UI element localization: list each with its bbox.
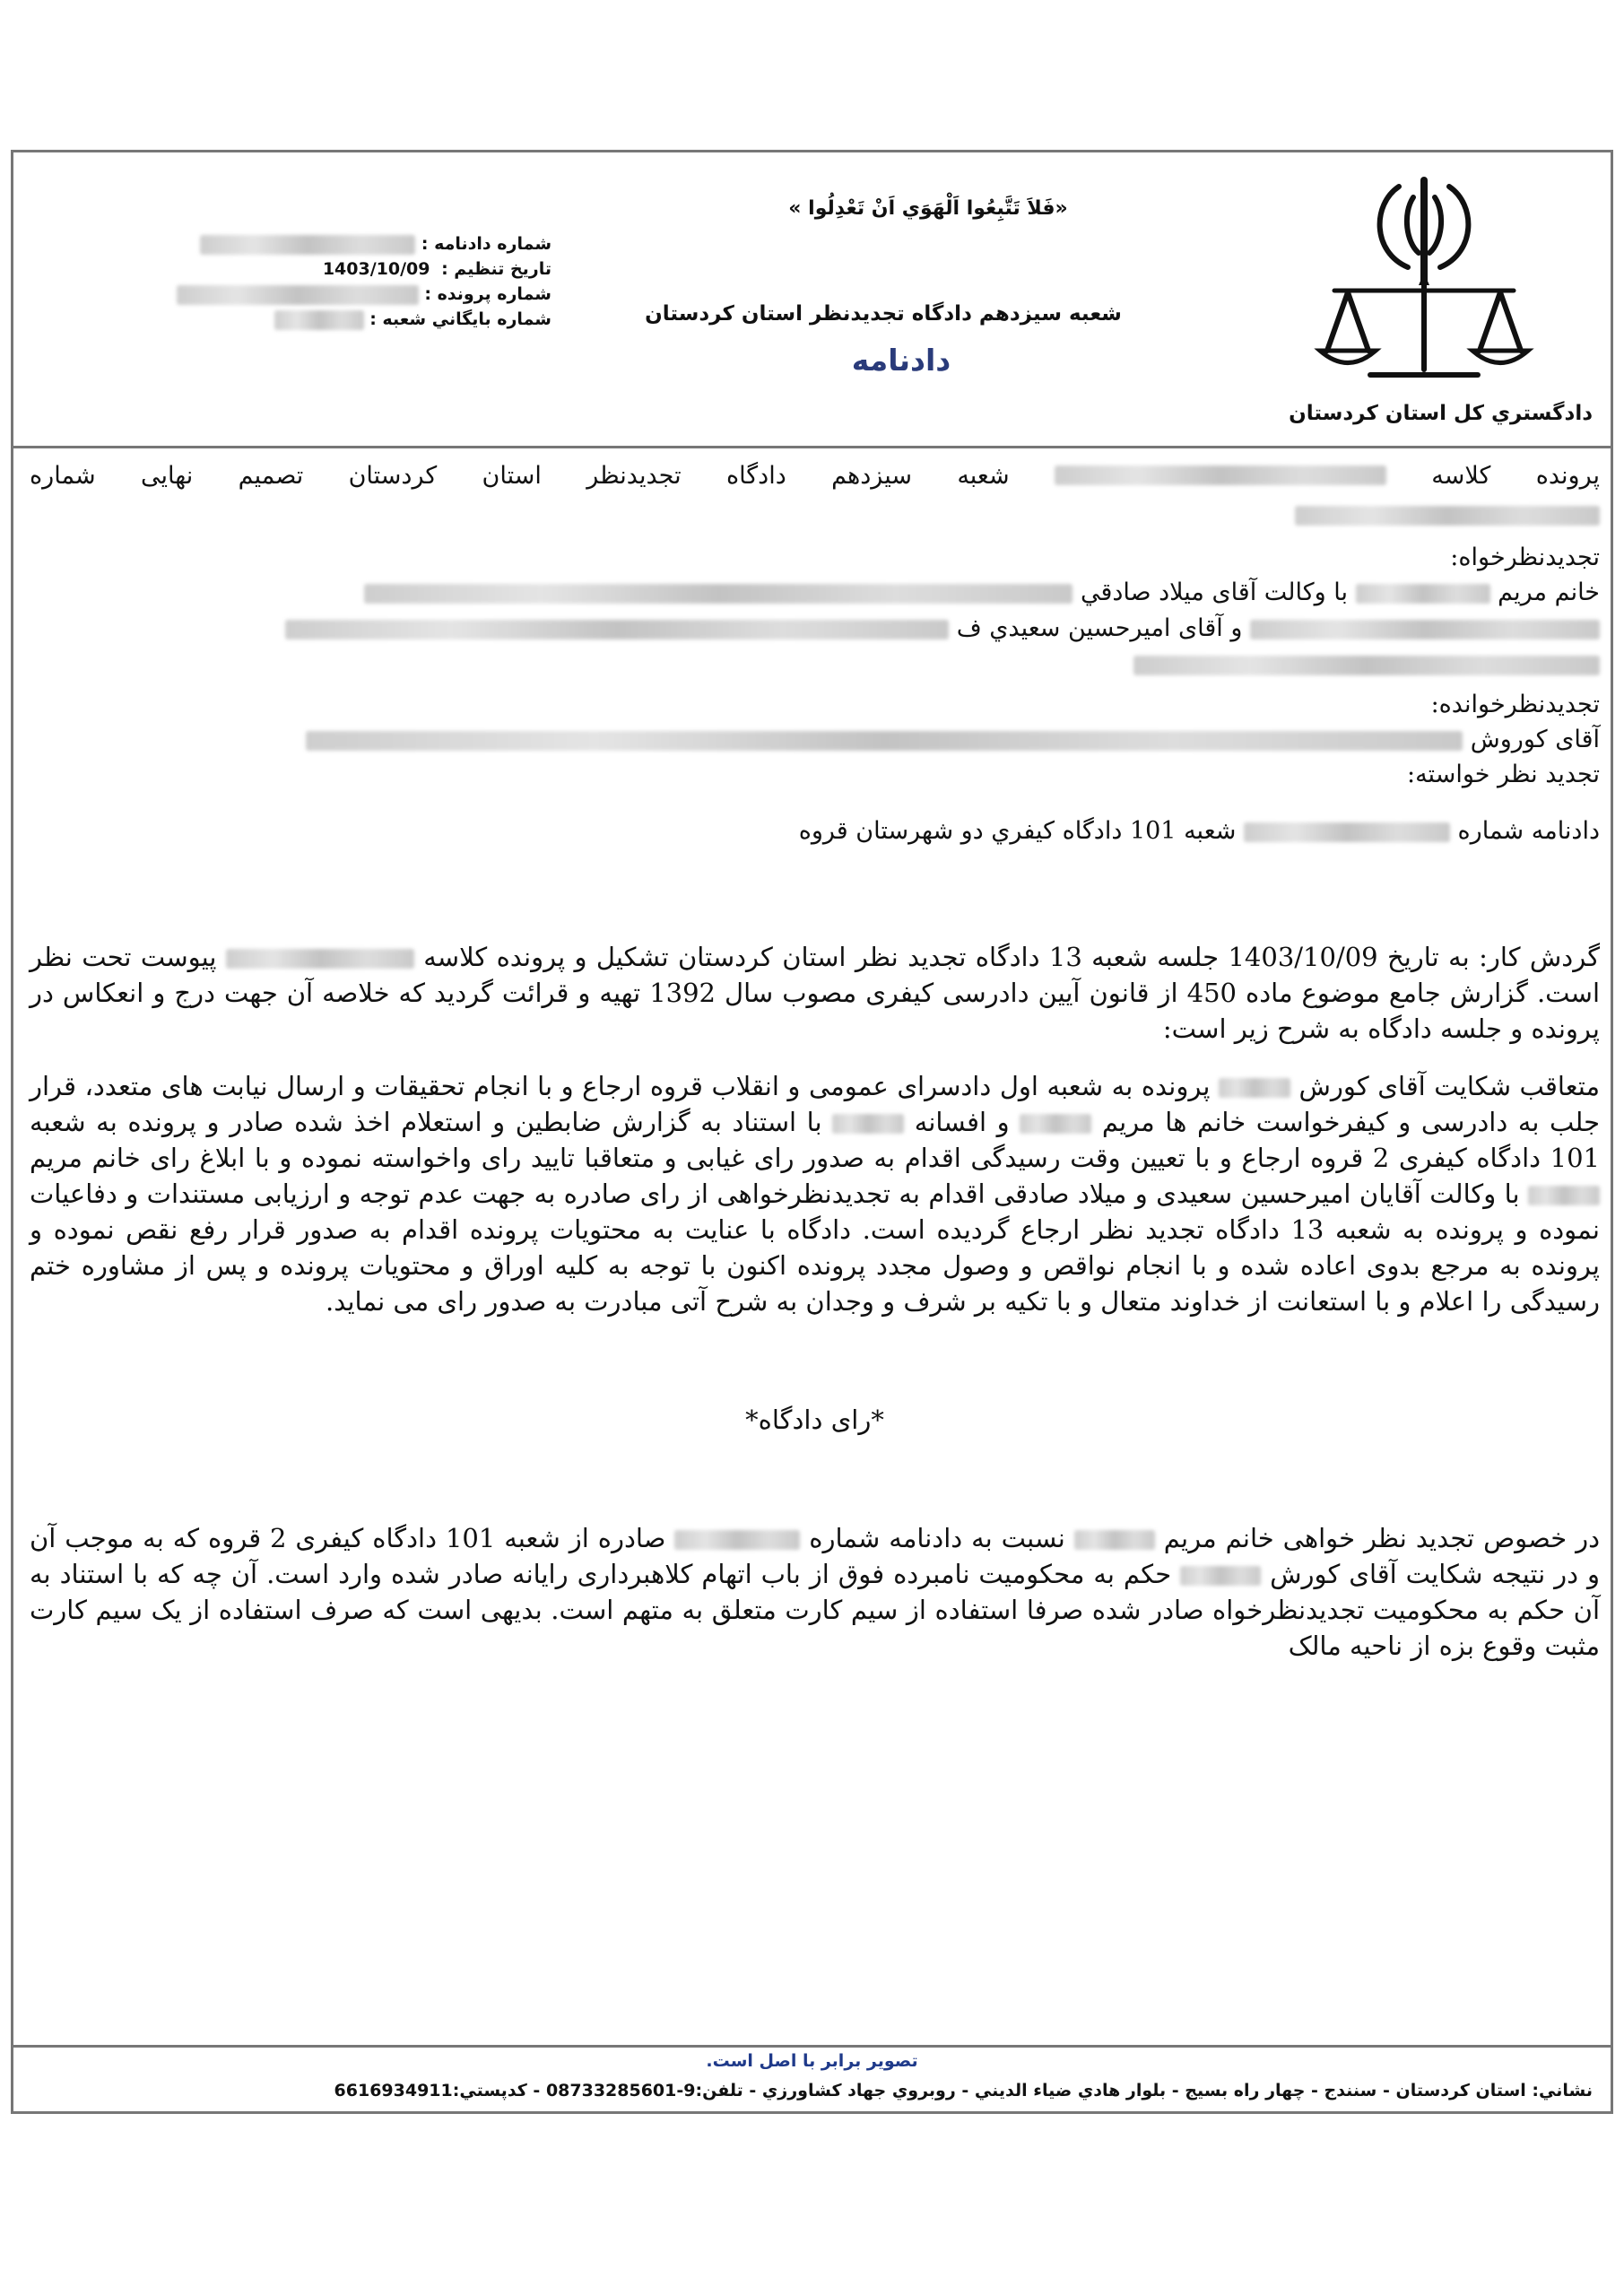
intro-line: پرونده كلاسه شعبه سيزدهم دادگاه تجديدنظر استان كردستان تصميم نهايى شماره <box>30 462 1600 490</box>
court-general-name: دادگستري كل استان كردستان <box>1289 402 1593 425</box>
redacted-value <box>1250 620 1600 639</box>
redacted-value <box>1020 1114 1091 1134</box>
meta-case-number: شماره پرونده : <box>148 282 551 307</box>
summary-paragraph: متعاقب شکایت آقای کورش پرونده به شعبه اول دادسرای عمومی و انقلاب قروه ارجاع و با انجام تحقیقات و ارسال نیابت های متعدد، قرار جلب به دادرسی و کیفرخواست خانم ها مریم و افسانه با استناد به گزارش ضابطین و استعلام اخذ شده صادر و پرونده به شعبه 101 دادگاه کیفری 2 قروه ارجاع و با تعیین وقت رسیدگی اقدام به صدور رای غیابی و متعاقبا تایید رای واخواسته نموده و با ابلاغ رای خانم مریم با وکالت آقایان امیرحسین سعیدی و میلاد صادقی اقدام به تجدیدنظرخواهی از رای صادره به جهت عدم توجه و ارزیابی مستندات و دفاعیات نموده و پرونده به شعبه 13 دادگاه تجدید نظر ارجاع گردیده است. دادگاه با عنایت به محتویات پرونده اقدام به صدور قرار رفع نقص نموده و پرونده به مرجع بدوی اعاده شده و با انجام نواقص و وصول مجدد پرونده اکنون با توجه به کلیه اوراق و محتویات پرونده و پس از مشاوره ختم رسیدگی را اعلام و با استعانت از خداوند متعال و با تکیه بر شرف و وجدان به شرح آتی مبادرت به صدور رای می نماید. <box>30 1071 1601 1317</box>
appellant-label: تجدیدنظرخواه: <box>1450 544 1600 571</box>
redacted-value <box>364 584 1073 604</box>
branch-title: شعبه سيزدهم دادگاه تجديدنظر استان كردستان <box>645 302 1122 326</box>
document-header <box>13 152 1611 448</box>
meta-verdict-number: شماره دادنامه : <box>148 231 551 257</box>
respondent-line: آقای کوروش <box>30 722 1600 758</box>
redacted-value <box>1133 656 1600 675</box>
document-meta <box>148 231 551 332</box>
meta-date-value: 1403/10/09 <box>322 259 430 279</box>
document-footer <box>13 2045 1611 2111</box>
redacted-value <box>832 1114 904 1134</box>
redacted-value <box>1180 1566 1261 1586</box>
request-label: تجدید نظر خواسته: <box>1406 761 1600 788</box>
redacted-value <box>1074 1530 1155 1550</box>
respondent-label: تجدیدنظرخوانده: <box>1430 691 1600 718</box>
redacted-value <box>285 620 949 639</box>
document-title: دادنامه <box>851 343 951 378</box>
document-frame <box>11 150 1613 2114</box>
meta-archive-number: شماره بايگاني شعبه : <box>148 307 551 332</box>
redacted-value <box>1528 1186 1600 1205</box>
redacted-value <box>274 310 364 330</box>
redacted-value <box>1055 465 1386 485</box>
document-body <box>30 453 1600 1664</box>
ruling-title: *رای دادگاه* <box>745 1405 884 1435</box>
iran-emblem-icon <box>1307 167 1541 391</box>
redacted-value <box>1219 1078 1290 1098</box>
redacted-value <box>1244 822 1450 842</box>
redacted-value <box>177 285 419 305</box>
appellant-line-2: و آقای امیرحسین سعیدي ف <box>30 611 1600 647</box>
redacted-value <box>226 949 414 969</box>
redacted-value <box>200 235 415 255</box>
proceedings-paragraph: گردش کار: به تاریخ 1403/10/09 جلسه شعبه 13 دادگاه تجدید نظر استان کردستان تشکیل و پرونده کلاسه پیوست تحت نظر است. گزارش جامع موضوع ماده 450 از قانون آیین دادرسی کیفری مصوب سال 1392 تهیه و قرائت گردید که خلاصه آن جهت درج و انعکاس در پرونده و جلسه دادگاه به شرح زیر است: <box>30 942 1600 1044</box>
redacted-value <box>1295 506 1600 526</box>
redacted-value <box>674 1530 800 1550</box>
court-address: نشاني: استان كردستان - سنندج - چهار راه بسيج - بلوار هادي ضياء الديني - روبروي جهاد كشاورزي - تلفن:9-08733285601 - كدپستي:6616934911 <box>334 2081 1593 2100</box>
redacted-value <box>1356 584 1490 604</box>
meta-date: تاريخ تنظيم : 1403/10/09 <box>148 257 551 282</box>
appellant-line-1: خانم مریم با وکالت آقای میلاد صادقي <box>30 575 1600 611</box>
ruling-paragraph: در خصوص تجدید نظر خواهی خانم مریم نسبت به دادنامه شماره صادره از شعبه 101 دادگاه کیفری 2 قروه که به موجب آن و در نتیجه شکایت آقای کورش حکم به محکومیت نامبرده فوق از باب اتهام کلاهبرداری رایانه صادر شده وارد است. آن چه که با استناد به آن حکم به محکومیت تجدیدنظرخواه صادر شده صرفا استفاده از سیم کارت متعلق به متهم است. بدیهی است که صرف استفاده از یک سیم کارت مثبت وقوع بزه از ناحیه مالک <box>30 1523 1601 1661</box>
copy-certification-note: تصوير برابر با اصل است. <box>706 2051 918 2071</box>
redacted-value <box>306 731 1463 751</box>
quran-verse: «فَلاَ تَتَّبِعُوا اَلْهَوَي اَنْ تَعْدِلُوا » <box>788 197 1068 220</box>
request-line: دادنامه شماره شعبه 101 دادگاه کيفري دو شهرستان قروه <box>798 817 1600 845</box>
